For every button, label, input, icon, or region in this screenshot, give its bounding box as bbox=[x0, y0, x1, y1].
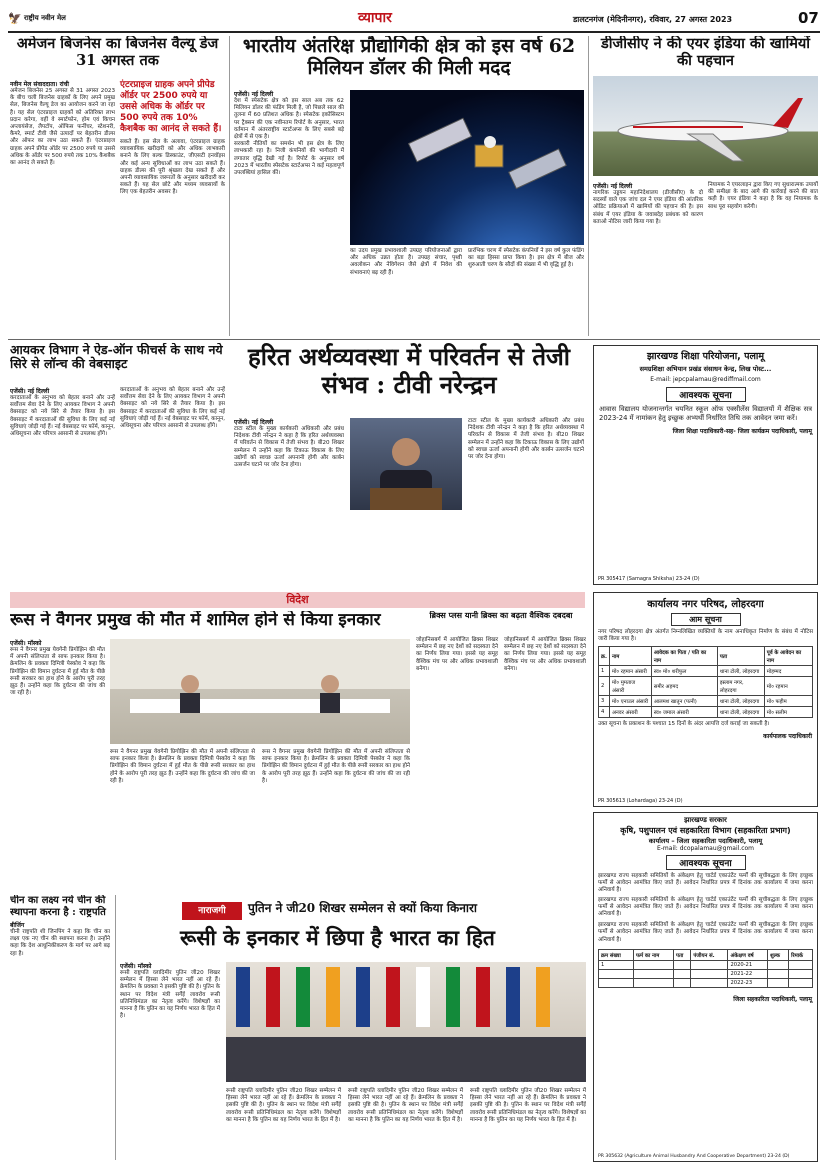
notice-office: कार्यालय – जिला सहकारिता पदाधिकारी, पलामू bbox=[648, 837, 763, 845]
section-title: व्यापार bbox=[358, 10, 392, 26]
table-cell: मो० रहमान अंसारी bbox=[609, 666, 651, 677]
table-cell: मो० रहमान bbox=[764, 677, 812, 696]
story-body: रूसी राष्ट्रपति व्लादिमीर पुतिन जी20 शिखर सम्मेलन में हिस्सा लेने भारत नहीं आ रहे हैं। क्रेमलिन के प्रवक्ता ने इसकी पुष्टि की है। पुतिन के स्थान पर विदेश मंत्री सर्गेई लावरोव रूसी प्रतिनिधिमंडल का नेतृत्व करेंगे। विशेषज्ञों का मानना है कि पुतिन का यह निर्णय भारत के हित में है। bbox=[470, 1088, 586, 1123]
story-dateline: नवीन मेल संवाददाता। रांची bbox=[10, 81, 69, 88]
satellite-photo bbox=[350, 90, 584, 245]
table-cell bbox=[789, 969, 813, 978]
table-cell bbox=[691, 960, 728, 969]
notice-krishi bbox=[593, 812, 818, 1162]
table-cell bbox=[674, 969, 691, 978]
headline: ब्रिक्स प्लस यानी ब्रिक्स का बढ़ता वैश्विक दबदबा bbox=[429, 611, 573, 620]
story-body: रूस ने वैगनर प्रमुख येवगेनी प्रिगोझिन की मौत में अपनी संलिप्तता से साफ इनकार किया है। क्रेमलिन के प्रवक्ता दिमित्री पेस्कोव ने कहा कि प्रिगोझिन की विमान दुर्घटना में हुई मौत के पीछे रूसी सरकार का हाथ होने के आरोप पूरी तरह झूठ हैं। उन्होंने कहा कि दुर्घटना की जांच की जा रही है। bbox=[10, 647, 105, 697]
aircraft-icon bbox=[593, 76, 818, 176]
story-space bbox=[234, 36, 584, 336]
story-dateline: एजेंसी। नई दिल्ली bbox=[593, 183, 633, 190]
table-cell: मो० सलीम bbox=[764, 707, 812, 718]
headline: भारतीय अंतरिक्ष प्रौद्योगिकी क्षेत्र को इस वर्ष 62 मिलियन डॉलर की मिली मदद bbox=[242, 36, 576, 79]
table-cell: मोहम्मद bbox=[764, 666, 812, 677]
story-body: नियामक ने एयरलाइन द्वारा किए गए सुधारात्मक उपायों की समीक्षा के बाद आगे की कार्रवाई करने की बात कही है। एयर इंडिया ने कहा है कि वह नियामक के साथ पूरा सहयोग करेगी। bbox=[708, 182, 818, 210]
page-number: 07 bbox=[798, 9, 819, 27]
notice-title: झारखण्ड शिक्षा परियोजना, पलामू bbox=[646, 351, 765, 362]
table-row bbox=[599, 696, 813, 707]
table-cell: मो० मुमताज अंसारी bbox=[609, 677, 651, 696]
story-body: टाटा स्टील के मुख्य कार्यकारी अधिकारी और प्रबंध निदेशक टीवी नरेन्द्रन ने कहा है कि हरित अर्थव्यवस्था में परिवर्तन से विकास में तेजी संभव है। बी20 शिखर सम्मेलन में उन्होंने कहा कि टिकाऊ विकास के लिए उद्योगों को स्वच्छ ऊर्जा अपनानी होगी और कार्बन उत्सर्जन घटाने पर जोर देना होगा। bbox=[234, 426, 344, 469]
col-header: पंजीयन सं. bbox=[691, 949, 728, 960]
notice-email: E-mail: dcopalamau@gmail.com bbox=[656, 845, 755, 852]
story-body: रूसी राष्ट्रपति व्लादिमीर पुतिन जी20 शिखर सम्मेलन में हिस्सा लेने भारत नहीं आ रहे हैं। क्रेमलिन के प्रवक्ता ने इसकी पुष्टि की है। पुतिन के स्थान पर विदेश मंत्री सर्गेई लावरोव रूसी प्रतिनिधिमंडल का नेतृत्व करेंगे। विशेषज्ञों का मानना है कि पुतिन का यह निर्णय भारत के हित में है। bbox=[120, 970, 220, 1020]
table-cell bbox=[634, 960, 674, 969]
table-cell: थाना टोली, लोहरदगा bbox=[717, 696, 764, 707]
col-header: पता bbox=[717, 647, 764, 666]
col-header: क्र. bbox=[599, 647, 610, 666]
notice-title: कृषि, पशुपालन एवं सहकारिता विभाग (सहकारिता प्रभाग) bbox=[620, 826, 791, 835]
notice-table bbox=[598, 646, 813, 718]
notice-body: आवास विद्यालय योजनान्तर्गत चयनित स्कूल ऑफ एक्सीलेंस विद्यालयों में शैक्षिक सत्र 2023-24 में नामांकन हेतु इच्छुक अभ्यर्थी निर्धारित तिथि तक आवेदन जमा करें। bbox=[599, 405, 812, 422]
table-cell: थाना टोली, लोहरदगा bbox=[717, 707, 764, 718]
dateline: डालटनगंज (मेदिनीनगर), रविवार, 27 अगस्त 2023 bbox=[573, 15, 733, 24]
notice-signature: कार्यपालक पदाधिकारी bbox=[763, 732, 812, 740]
story-body: रूसी राष्ट्रपति व्लादिमीर पुतिन जी20 शिखर सम्मेलन में हिस्सा लेने भारत नहीं आ रहे हैं। क्रेमलिन के प्रवक्ता ने इसकी पुष्टि की है। पुतिन के स्थान पर विदेश मंत्री सर्गेई लावरोव रूसी प्रतिनिधिमंडल का नेतृत्व करेंगे। विशेषज्ञों का मानना है कि पुतिन का यह निर्णय भारत के हित में है। bbox=[226, 1088, 341, 1123]
paper-name: राष्ट्रीय नवीन मेल bbox=[24, 14, 66, 22]
paper-logo-icon: 🦅 bbox=[8, 12, 22, 25]
story-body: सकते हैं। इस सेल के अलावा, एंटरप्राइज ग्राहक व्यावसायिक खरीदारी को और अधिक लाभकारी बनाने के लिए बल्क डिस्काउंट, जीएसटी इनवॉइस और कई अन्य सुविधाओं का लाभ उठा सकते हैं। ग्राहक डील्स की पूरी श्रृंखला देख सकते हैं और अपनी व्यावसायिक जरूरतों के अनुसार खरीदारी कर सकते हैं। यह सेल छोटे और मध्यम व्यवसायों के लिए एक बेहतरीन अवसर है। bbox=[120, 139, 225, 196]
meeting-icon bbox=[110, 639, 410, 744]
notice-nagar bbox=[593, 592, 818, 807]
table-cell: 2 bbox=[599, 677, 610, 696]
col-header: पता bbox=[674, 949, 691, 960]
col-header: अंकेक्षण वर्ष bbox=[728, 949, 768, 960]
notice-pr: PR 305417 (Samagra Shiksha) 23-24 (D) bbox=[598, 576, 700, 582]
table-cell: अनवर अंसारी bbox=[609, 707, 651, 718]
table-cell bbox=[789, 978, 813, 987]
col-header: पूर्व के आवेदन का नाम bbox=[764, 647, 812, 666]
table-cell: 1 bbox=[599, 666, 610, 677]
table-row bbox=[599, 960, 813, 969]
masthead bbox=[8, 8, 820, 30]
notice-intro: नगर परिषद लोहरदगा क्षेत्र अंतर्गत निम्नलिखित व्यक्तियों के नाम अनाधिकृत निर्माण के संबंध में नोटिस जारी किया गया है। bbox=[598, 629, 813, 643]
table-cell: समीर अहमद bbox=[651, 677, 717, 696]
story-body: नागरिक उड्डयन महानिदेशालय (डीजीसीए) के दो सदस्यों वाले एक जांच दल ने एयर इंडिया की आंतरिक ऑडिट प्रक्रियाओं में खामियों की पहचान की है। इस संबंध में एयर इंडिया के जवाबदेह प्रबंधक को कारण बताओ नोटिस जारी किया गया है। bbox=[593, 190, 703, 225]
notice-signature: जिला शिक्षा पदाधिकारी-सह- जिला कार्यक्रम पदाधिकारी, पलामू bbox=[672, 428, 812, 435]
table-cell: आलमश खातून (पत्नी) bbox=[651, 696, 717, 707]
notice-email: E-mail: jepcpalamau@rediffmail.com bbox=[650, 376, 761, 383]
story-dateline: एजेंसी। मॉस्को bbox=[10, 640, 42, 647]
flags-icon bbox=[226, 962, 586, 1082]
section-rule bbox=[8, 339, 820, 340]
table-cell: 3 bbox=[599, 696, 610, 707]
story-body: रूस ने वैगनर प्रमुख येवगेनी प्रिगोझिन की मौत में अपनी संलिप्तता से साफ इनकार किया है। क्रेमलिन के प्रवक्ता दिमित्री पेस्कोव ने कहा कि प्रिगोझिन की विमान दुर्घटना में हुई मौत के पीछे रूसी सरकार का हाथ होने के आरोप पूरी तरह झूठ हैं। उन्होंने कहा कि दुर्घटना की जांच की जा रही है। bbox=[110, 749, 255, 784]
table-cell: 4 bbox=[599, 707, 610, 718]
table-cell bbox=[634, 978, 674, 987]
story-dateline: एजेंसी। मॉस्को bbox=[120, 963, 152, 970]
column-divider bbox=[588, 36, 589, 336]
section-banner-videsh: विदेश bbox=[10, 592, 585, 608]
table-cell bbox=[691, 978, 728, 987]
story-tag: नाराजगी bbox=[182, 902, 242, 920]
notice-subtitle: समग्रशिक्षा अभियान प्रखंड संसाधन केन्द्र, लिख पोस्ट... bbox=[639, 365, 772, 373]
table-cell bbox=[768, 960, 789, 969]
story-body: रूसी राष्ट्रपति व्लादिमीर पुतिन जी20 शिखर सम्मेलन में हिस्सा लेने भारत नहीं आ रहे हैं। क्रेमलिन के प्रवक्ता ने इसकी पुष्टि की है। पुतिन के स्थान पर विदेश मंत्री सर्गेई लावरोव रूसी प्रतिनिधिमंडल का नेतृत्व करेंगे। विशेषज्ञों का मानना है कि पुतिन का यह निर्णय भारत के हित में है। bbox=[348, 1088, 463, 1123]
table-cell: मो० एनाउल अंसारी bbox=[609, 696, 651, 707]
notice-pr: PR 305632 (Agriculture Animal Husbandry And Cooperative Department) 23-24 (D) bbox=[598, 1154, 790, 1159]
notice-heading: आम सूचना bbox=[671, 613, 741, 626]
col-header: आवेदक का पिता / पति का नाम bbox=[651, 647, 717, 666]
notice-footer: उक्त सूचना के प्रकाशन के पश्चात 15 दिनों के अंदर आपत्ति दर्ज कराई जा सकती है। bbox=[598, 721, 770, 728]
table-cell: 2021-22 bbox=[728, 969, 768, 978]
story-body: करदाताओं के अनुभव को बेहतर बनाने और उन्हें सर्वोत्तम सेवा देने के लिए आयकर विभाग ने अपनी वेबसाइट को नये सिरे से तैयार किया है। इस वेबसाइट में करदाताओं की सुविधा के लिए कई नई सुविधाएं जोड़ी गई हैं। नई वेबसाइट पर फॉर्म, कानून, अधिसूचना और परिपत्र आसानी से उपलब्ध होंगे। bbox=[10, 395, 115, 438]
story-body: का उदय प्रमुख प्रभावशाली उपग्रह परियोजनाओं द्वारा और अधिक उन्नत होता है। उपग्रह संचार, पृथ्वी अवलोकन और नेविगेशन जैसे क्षेत्रों में निवेश की संभावनाएं बढ़ रही हैं। bbox=[350, 248, 462, 276]
meeting-photo bbox=[110, 639, 410, 744]
notice-jepc bbox=[593, 345, 818, 585]
story-airindia bbox=[593, 36, 818, 336]
table-row bbox=[599, 969, 813, 978]
story-body: जोहानिसबर्ग में आयोजित ब्रिक्स शिखर सम्मेलन में छह नए देशों को सदस्यता देने का निर्णय लिया गया। इससे यह समूह वैश्विक मंच पर और अधिक प्रभावशाली बनेगा। bbox=[416, 637, 498, 672]
notice-heading: आवश्यक सूचना bbox=[666, 855, 746, 870]
table-cell: थाना टोली, लोहरदगा bbox=[717, 666, 764, 677]
story-body: टाटा स्टील के मुख्य कार्यकारी अधिकारी और प्रबंध निदेशक टीवी नरेन्द्रन ने कहा है कि हरित अर्थव्यवस्था में परिवर्तन से विकास में तेजी संभव है। बी20 शिखर सम्मेलन में उन्होंने कहा कि टिकाऊ विकास के लिए उद्योगों को स्वच्छ ऊर्जा अपनानी होगी और कार्बन उत्सर्जन घटाने पर जोर देना होगा। bbox=[468, 418, 584, 461]
masthead-rule bbox=[8, 31, 820, 33]
satellite-icon bbox=[350, 90, 584, 245]
headline: डीजीसीए ने की एयर इंडिया की खामियों की पहचान bbox=[600, 36, 811, 69]
col-header: फर्म का नाम bbox=[634, 949, 674, 960]
notice-signature: जिला सहकारिता पदाधिकारी, पलामू bbox=[733, 995, 812, 1003]
notice-body: झारखण्ड राज्य सहकारी समितियों के अंकेक्षण हेतु चार्टर्ड एकाउंटेंट फर्मों की सूचीबद्धता के लिए इच्छुक फर्मों से आवेदन आमंत्रित किए जाते हैं। आवेदन निर्धारित प्रपत्र में दिनांक तक कार्यालय में जमा करना अनिवार्य है। bbox=[598, 873, 813, 894]
table-cell: 1 bbox=[599, 960, 634, 969]
story-dateline: एजेंसी। नई दिल्ली bbox=[234, 91, 274, 98]
notice-org: झारखण्ड सरकार bbox=[684, 816, 727, 824]
story-body: चीनी राष्ट्रपति शी जिनपिंग ने कहा कि चीन का लक्ष्य एक नए चीन की स्थापना करना है। उन्होंने कहा कि देश आधुनिकीकरण के मार्ग पर आगे बढ़ रहा है। bbox=[10, 929, 110, 957]
table-cell bbox=[768, 978, 789, 987]
speaker-photo bbox=[350, 418, 462, 510]
table-cell bbox=[691, 969, 728, 978]
story-deck: एंटरप्राइज ग्राहक अपने प्रीपेड ऑर्डर पर 2500 रुपये या उससे अधिक के ऑर्डर पर 500 रुपये तक 10% कैशबैक का आनंद ले सकते हैं। bbox=[120, 80, 222, 134]
table-cell bbox=[599, 969, 634, 978]
table-cell bbox=[789, 960, 813, 969]
table-cell bbox=[599, 978, 634, 987]
summit-photo bbox=[226, 962, 586, 1082]
story-body: सरकारी नीतियों का समर्थन भी इस क्षेत्र के लिए लाभकारी रहा है। निजी कंपनियों की भागीदारी में लगातार वृद्धि देखी गई है। रिपोर्ट के अनुसार वर्ष 2023 में भारतीय स्पेसटेक स्टार्टअप्स ने कई महत्वपूर्ण उपलब्धियां हासिल कीं। bbox=[234, 141, 344, 177]
table-cell: 2020-21 bbox=[728, 960, 768, 969]
story-amazon bbox=[10, 36, 225, 336]
headline: आयकर विभाग ने ऐड-ऑन फीचर्स के साथ नये सिरे से लॉन्च की वेबसाइट bbox=[10, 343, 223, 372]
col-header: नाम bbox=[609, 647, 651, 666]
story-russia bbox=[10, 611, 410, 841]
story-body: जोहानिसबर्ग में आयोजित ब्रिक्स शिखर सम्मेलन में छह नए देशों को सदस्यता देने का निर्णय लिया गया। इससे यह समूह वैश्विक मंच पर और अधिक प्रभावशाली बनेगा। bbox=[504, 637, 586, 672]
col-header: शुल्क bbox=[768, 949, 789, 960]
table-cell bbox=[768, 969, 789, 978]
col-header: रिमार्क bbox=[789, 949, 813, 960]
headline: रूसी के इनकार में छिपा है भारत का हित bbox=[180, 925, 495, 950]
notice-body: झारखण्ड राज्य सहकारी समितियों के अंकेक्षण हेतु चार्टर्ड एकाउंटेंट फर्मों की सूचीबद्धता के लिए इच्छुक फर्मों से आवेदन आमंत्रित किए जाते हैं। आवेदन निर्धारित प्रपत्र में दिनांक तक कार्यालय में जमा करना अनिवार्य है। bbox=[598, 896, 813, 918]
table-cell: स्व० जमाल अंसारी bbox=[651, 707, 717, 718]
column-divider bbox=[115, 895, 116, 1160]
table-cell: मो० फहीम bbox=[764, 696, 812, 707]
table-cell: इस्लाम नगर, लोहरदगा bbox=[717, 677, 764, 696]
table-row bbox=[599, 666, 813, 677]
story-dateline: बीजिंग bbox=[10, 922, 25, 929]
notice-body: झारखण्ड राज्य सहकारी समितियों के अंकेक्षण हेतु चार्टर्ड एकाउंटेंट फर्मों की सूचीबद्धता के लिए इच्छुक फर्मों से आवेदन आमंत्रित किए जाते हैं। आवेदन निर्धारित प्रपत्र में दिनांक तक कार्यालय में जमा करना अनिवार्य है। bbox=[598, 922, 813, 943]
story-body: करदाताओं के अनुभव को बेहतर बनाने और उन्हें सर्वोत्तम सेवा देने के लिए आयकर विभाग ने अपनी वेबसाइट को नये सिरे से तैयार किया है। इस वेबसाइट में करदाताओं की सुविधा के लिए कई नई सुविधाएं जोड़ी गई हैं। नई वेबसाइट पर फॉर्म, कानून, अधिसूचना और परिपत्र आसानी से उपलब्ध होंगे। bbox=[120, 387, 225, 430]
headline: हरित अर्थव्यवस्था में परिवर्तन से तेजी संभव : टीवी नरेन्द्रन bbox=[247, 343, 571, 399]
table-cell bbox=[674, 960, 691, 969]
notice-table bbox=[598, 949, 813, 988]
headline: चीन का लक्ष्य नये चीन की स्थापना करना है : राष्ट्रपति bbox=[10, 895, 106, 918]
person-icon bbox=[350, 418, 462, 510]
table-row bbox=[599, 978, 813, 987]
story-body: प्रारंभिक चरण में स्पेसटेक कंपनियों ने इस वर्ष कुल फंडिंग का बड़ा हिस्सा प्राप्त किया है। इस क्षेत्र में बीज और शुरुआती चरण के सौदों की संख्या में भी वृद्धि हुई है। bbox=[468, 248, 584, 269]
notice-pr: PR 305613 (Lohardaga) 23-24 (D) bbox=[598, 798, 683, 804]
story-china bbox=[10, 895, 110, 1160]
story-brics bbox=[416, 611, 586, 841]
story-dateline: एजेंसी। नई दिल्ली bbox=[234, 419, 274, 426]
table-cell: स्व० मो० शरीफुल bbox=[651, 666, 717, 677]
col-header: क्रम संख्या bbox=[599, 949, 634, 960]
story-putin bbox=[120, 900, 586, 1162]
story-dateline: एजेंसी। नई दिल्ली bbox=[10, 388, 50, 395]
headline: रूस ने वैगनर प्रमुख की मौत में शामिल होने से किया इनकार bbox=[10, 611, 381, 630]
table-cell bbox=[674, 978, 691, 987]
table-row bbox=[599, 707, 813, 718]
story-body: रूस ने वैगनर प्रमुख येवगेनी प्रिगोझिन की मौत में अपनी संलिप्तता से साफ इनकार किया है। क्रेमलिन के प्रवक्ता दिमित्री पेस्कोव ने कहा कि प्रिगोझिन की विमान दुर्घटना में हुई मौत के पीछे रूसी सरकार का हाथ होने के आरोप पूरी तरह झूठ हैं। उन्होंने कहा कि दुर्घटना की जांच की जा रही है। bbox=[262, 749, 410, 784]
story-green bbox=[234, 343, 584, 588]
table-row bbox=[599, 677, 813, 696]
notice-title: कार्यालय नगर परिषद, लोहरदगा bbox=[647, 599, 764, 610]
notice-heading: आवश्यक सूचना bbox=[666, 387, 746, 402]
column-divider bbox=[229, 36, 230, 336]
story-body: देश में स्पेसटेक क्षेत्र को इस साल अब तक 62 मिलियन डॉलर की फंडिंग मिली है, जो पिछले साल की तुलना में 60 प्रतिशत अधिक है। स्पेसटेक इकोसिस्टम पर ट्रैक्सन की एक नवीनतम रिपोर्ट के अनुसार, भारत वर्तमान में अंतरराष्ट्रीय स्टार्टअप्स के लिए सबसे बड़े क्षेत्रों में से एक है। bbox=[234, 98, 344, 141]
story-kicker: पुतिन ने जी20 शिखर सम्मेलन से क्यों किया किनारा bbox=[248, 901, 477, 915]
table-cell: 2022-23 bbox=[728, 978, 768, 987]
aircraft-photo bbox=[593, 76, 818, 176]
headline: अमेजन बिजनेस का बिजनेस वैल्यू डेज 31 अगस्त तक bbox=[16, 36, 219, 69]
table-cell bbox=[634, 969, 674, 978]
story-tax bbox=[10, 343, 225, 588]
story-body: अमेजन बिजनेस 25 अगस्त से 31 अगस्त 2023 के बीच चली बिजनेस ग्राहकों के लिए अपने प्रमुख सेल, बिजनेस वैल्यू डेज का आयोजन करने जा रहा है। यह सेल एंटरप्राइज ग्राहकों को अतिरिक्त लाभ प्रदान करेगा, वहीं वे स्मार्टफोन, होम एवं किचन अप्लायंसेज, लैपटॉप, ऑफिस फर्नीचर, स्टेशनरी, कैमरे, स्मार्ट टीवी जैसे उत्पादों पर बेहतरीन डील्स और ऑफर का लाभ उठा सकते हैं। एंटरप्राइज ग्राहक अपने प्रीपेड ऑर्डर पर 2500 रुपये या उससे अधिक के ऑर्डर पर 500 रुपये तक 10% कैशबैक का आनंद ले सकते हैं। bbox=[10, 88, 115, 167]
